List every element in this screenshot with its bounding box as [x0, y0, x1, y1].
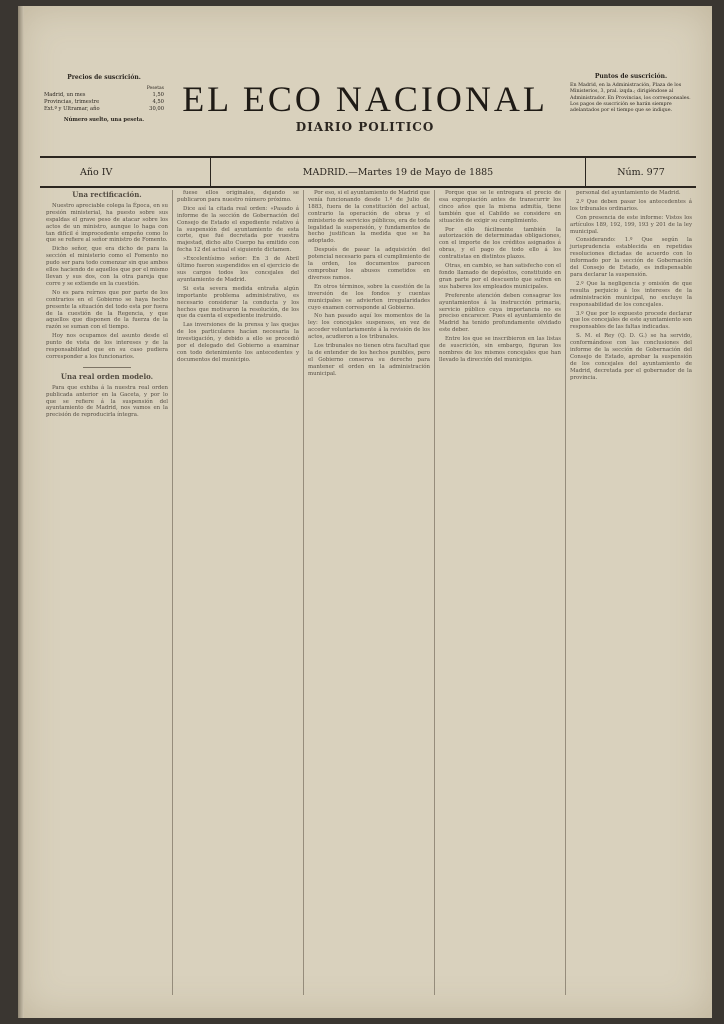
paragraph: Con presencia de este informe: Vistos los artículos 189, 192, 199, 193 y 201 de la ley municipal. — [570, 214, 692, 235]
column-5 — [565, 190, 696, 995]
paragraph: No es para reírnos que por parte de los contrarios en el Gobierno se haya hecho presente la situación del todo esta por fuera de la cuestión de la Regencia, y que aquellos que disponen de la fuerza de la razón se suman con el tiempo. — [46, 289, 168, 331]
paragraph: 3.º Que por lo expuesto procede declarar que los concejales de este ayuntamiento son responsables de las faltas indicadas. — [570, 310, 692, 331]
points-text: En Madrid, en la Administración, Plaza de los Ministerios, 3, pral. izqda.; dirigiéndose al Administrador. En Provincias, los corresponsales. Los pagos de suscrición se harán siempre adelantados por el tiempo que se indique. — [570, 83, 691, 114]
paragraph: Si esta severa medida entraña algún importante problema administrativo, es necesario considerar la conducta y los hechos que motivaron la resolución, de los que da cuenta el expediente instruido. — [177, 285, 299, 320]
paragraph: Considerando: 1.º Que según la jurisprudencia establecida en repetidas resoluciones dictadas de acuerdo con lo informado por la sección de Gobernación del Consejo de Estado, es indispensable para declarar la suspensión. — [570, 237, 692, 278]
issue-year: Año IV — [40, 158, 211, 186]
paragraph: Hoy nos ocupamos del asunto desde el punto de vista de los intereses y de la responsabilidad que en su caso pudiera corresponder a los funcionarios. — [46, 333, 168, 360]
paragraph: »Excelentísimo señor: En 3 de Abril último fueron suspendidos en el ejercicio de sus cargos todos los concejales del ayuntamiento de Madrid. — [177, 256, 299, 283]
paragraph: Nuestro apreciable colega la Época, en su presión ministerial, ha puesto sobre sus espaldas el grave peso de atacar sobre los actos de un ministro, aunque lo haga con tan difícil é improcedente empeño como lo que se refiere al señor ministro de Fomento. — [46, 202, 168, 244]
paragraph: Otras, en cambio, se han satisfecho con el fondo llamado de depósitos, constituido en gran parte por el descuento que sufren en sus haberes los empleados municipales. — [439, 263, 561, 290]
masthead-title: EL ECO NACIONAL — [182, 79, 548, 119]
dateline-bar — [40, 156, 696, 188]
paragraph: Porque que se le entregara el precio de esa expropiación antes de transcurrir los cinco años que la misma admitía, tiene también que el Cabildo se considere en situación de exigir su cumplimiento. — [439, 190, 561, 224]
points-heading: Puntos de suscrición. — [594, 73, 668, 80]
column-1 — [42, 190, 172, 995]
price-value: 30,00 — [149, 106, 164, 112]
paragraph: Por ello fácilmente también la autorización de determinadas obligaciones, con el importe de los créditos asignados á obras, y el pago de todo ello á los contratistas en distintos plazos. — [439, 226, 561, 261]
article-columns — [42, 190, 696, 995]
paragraph: Las inversiones de la prensa y las quejas de los particulares hacían necesaria la investigación, y debido a ello se procedió por el delegado del Gobierno a examinar con todo detenimiento los antecedentes y documentos del municipio. — [177, 322, 299, 363]
page-spine — [18, 6, 24, 1018]
article-heading: Una real orden modelo. — [60, 371, 154, 381]
price-value: 4,50 — [152, 99, 164, 105]
column-4 — [434, 190, 565, 995]
prices-currency: Pesetas — [146, 86, 164, 91]
paragraph: S. M. el Rey (Q. D. G.) se ha servido, conformándose con las conclusiones del informe de la sección de Gobernación del Consejo de Estado, aprobar la suspensión de los concejales del ayuntamiento de Madrid, decretada por el gobernador de la provincia. — [570, 333, 692, 381]
divider — [83, 367, 132, 368]
paragraph: Para que exhiba á la nuestra real orden publicada anterior en la Gaceta, y por lo que se refiere á la suspensión del ayuntamiento de Madrid, nos vamos en la precisión de reproducirla íntegra. — [46, 384, 168, 419]
prices-heading: Precios de suscrición. — [67, 74, 141, 81]
newspaper-page — [18, 6, 712, 1018]
paragraph: 2.º Que la negligencia y omisión de que resulta perjuicio á los intereses de la administración municipal, no excluye la responsabilidad de los concejales. — [570, 280, 692, 308]
paragraph: En otros términos, sobre la cuestión de la inversión de los fondos y cuentas municipales se advierten irregularidades cuyo examen corresponde al Gobierno. — [308, 283, 430, 311]
paragraph: Dice así la citada real orden: «Pasado á informe de la sección de Gobernación del Consejo de Estado el expediente relativo á la suspensión del ayuntamiento de esta corte, que fué decretada por vuestra majestad, dicho alto Cuerpo ha emitido con fecha 12 del actual el siguiente dictamen. — [177, 205, 299, 254]
price-label: Ext.º y Ultramar, año — [44, 106, 100, 112]
column-3 — [303, 190, 434, 995]
paragraph: 2.º Que deben pasar los antecedentes á los tribunales ordinarios. — [570, 198, 692, 212]
masthead-subtitle: DIARIO POLITICO — [295, 120, 435, 134]
column-2 — [172, 190, 303, 995]
paragraph: Preferente atención deben consagrar los ayuntamientos á la instrucción primaria, servicio público cuya importancia no es preciso encarecer. Pues el ayuntamiento de Madrid ha tenido profundamente olvidado este deber. — [439, 292, 561, 334]
paragraph: Entre los que se inscribieron en las listas de suscrición, sin embargo, figuran los nombres de los mismos concejales que han llevado la dirección del municipio. — [439, 336, 561, 363]
paragraph: Por eso, si el ayuntamiento de Madrid que venía funcionando desde 1.º de Julio de 1883, fuera de la constitución del actual, contrario la operación de obras y el ministerio de servicios públicos, era de toda legalidad la suspensión, y fundamentos de hecho justifican la medida que se ha adoptado. — [308, 190, 430, 245]
price-value: 1,50 — [152, 92, 164, 98]
paragraph: No han pasado aquí los momentos de la ley: los concejales suspensos, en vez de acceder voluntariamente á la revisión de los actos, acudieron a los tribunales. — [308, 313, 430, 341]
issue-date: MADRID.—Martes 19 de Mayo de 1885 — [302, 166, 494, 178]
paragraph: Después de pasar la adquisición del potencial necesario para el cumplimiento de la orden, los documentos parecen comprobar los abusos cometidos en diversos ramos. — [308, 247, 430, 281]
paragraph: fuese ellos originales, dejando se publicaron para nuestro número próximo. — [177, 190, 299, 203]
single-copy-note: Número suelto, una peseta. — [63, 117, 145, 123]
price-label: Madrid, un mes — [44, 92, 86, 98]
issue-number: Núm. 977 — [585, 158, 696, 186]
price-label: Provincias, trimestre — [44, 99, 100, 105]
article-heading: Una rectificación. — [72, 190, 142, 199]
paragraph: personal del ayuntamiento de Madrid. — [576, 190, 681, 196]
paragraph: Los tribunales no tienen otra facultad que la de entender de los hechos punibles, pero el Gobierno conserva su derecho para mantener el orden en la administración municipal. — [308, 343, 430, 377]
paragraph: Dicho señor, que era dicho de para la sección el ministerio como el Fomento no pudo ser para todo comenzar sin que ambos ellos haciendo de aquellos que por el mismo llevan y sus dos, con la otra pareja que corre y se extiende en la cuestión. — [46, 246, 168, 287]
